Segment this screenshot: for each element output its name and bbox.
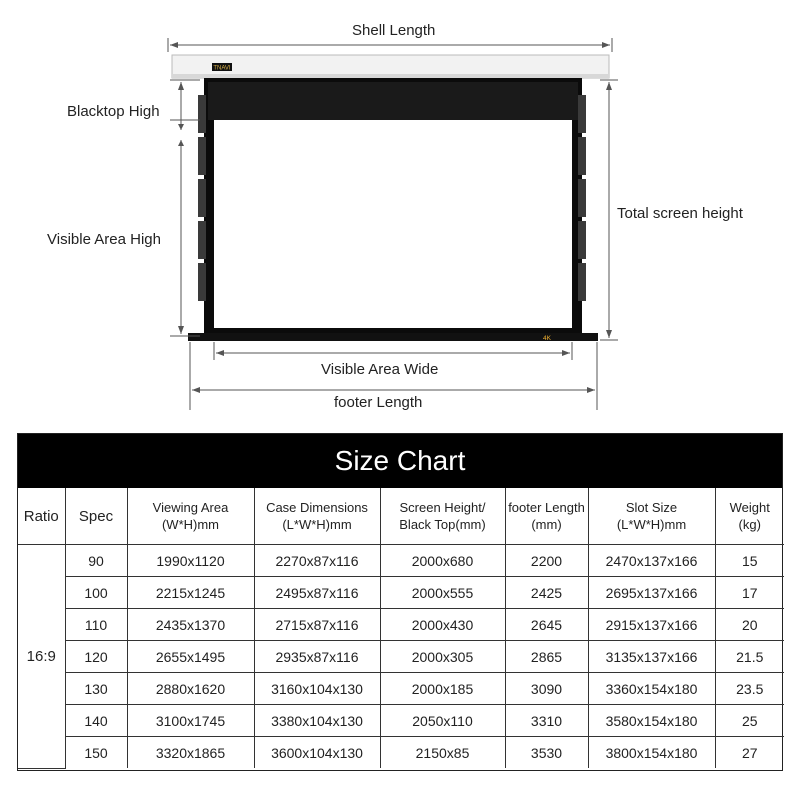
shell-length-dimension: [168, 38, 612, 52]
case-dimensions-cell: 3600x104x130: [254, 737, 380, 769]
visible-width-dimension: [214, 342, 572, 360]
weight-cell: 21.5: [715, 641, 784, 673]
table-row: [18, 705, 784, 737]
table-row: [18, 545, 784, 577]
table-row: [18, 737, 784, 769]
slot-size-cell: 2695x137x166: [588, 577, 715, 609]
table-row: [18, 673, 784, 705]
visible-area: [214, 120, 572, 328]
screen-height-cell: 2000x185: [380, 673, 505, 705]
slot-size-cell: 3360x154x180: [588, 673, 715, 705]
spec-cell: 120: [65, 641, 127, 673]
weight-cell: 25: [715, 705, 784, 737]
screen-height-cell: 2000x680: [380, 545, 505, 577]
blacktop-high-label: Blacktop High: [67, 103, 160, 120]
spec-cell: 150: [65, 737, 127, 769]
size-chart-title: Size Chart: [18, 434, 782, 488]
weight-cell: 27: [715, 737, 784, 769]
viewing-area-cell: 3320x1865: [127, 737, 254, 769]
total-height-dimension: [600, 80, 618, 340]
viewing-area-cell: 2655x1495: [127, 641, 254, 673]
footer-length-cell: 2865: [505, 641, 588, 673]
spec-cell: 90: [65, 545, 127, 577]
case-dimensions-cell: 2270x87x116: [254, 545, 380, 577]
viewing-area-cell: 2215x1245: [127, 577, 254, 609]
header-weight: Weight (kg): [715, 488, 784, 545]
header-footer-length: footer Length (mm): [505, 488, 588, 545]
slot-size-cell: 3800x154x180: [588, 737, 715, 769]
footer-length-label: footer Length: [334, 394, 423, 411]
slot-size-cell: 2915x137x166: [588, 609, 715, 641]
brand-logo-text: TNAVI: [213, 65, 231, 72]
screen-height-cell: 2000x305: [380, 641, 505, 673]
shell-length-label: Shell Length: [352, 22, 436, 39]
header-screen-height: Screen Height/ Black Top(mm): [380, 488, 505, 545]
header-ratio: Ratio: [18, 488, 65, 545]
4k-badge: 4K: [543, 335, 551, 342]
size-chart: [17, 433, 783, 771]
projection-screen: [188, 78, 598, 342]
weight-cell: 17: [715, 577, 784, 609]
viewing-area-cell: 1990x1120: [127, 545, 254, 577]
screen-height-cell: 2000x555: [380, 577, 505, 609]
spec-cell: 100: [65, 577, 127, 609]
visible-area-wide-label: Visible Area Wide: [321, 361, 439, 378]
case-dimensions-cell: 2495x87x116: [254, 577, 380, 609]
ratio-cell: 16:9: [18, 545, 65, 769]
viewing-area-cell: 2880x1620: [127, 673, 254, 705]
viewing-area-cell: 2435x1370: [127, 609, 254, 641]
black-top: [208, 82, 578, 120]
slot-size-cell: 2470x137x166: [588, 545, 715, 577]
footer-length-cell: 2200: [505, 545, 588, 577]
spec-cell: 130: [65, 673, 127, 705]
screen-height-cell: 2050x110: [380, 705, 505, 737]
size-chart-table: [18, 488, 784, 769]
spec-cell: 140: [65, 705, 127, 737]
weight-cell: 23.5: [715, 673, 784, 705]
table-row: [18, 641, 784, 673]
case-dimensions-cell: 2935x87x116: [254, 641, 380, 673]
footer-length-cell: 3530: [505, 737, 588, 769]
header-viewing-area: Viewing Area (W*H)mm: [127, 488, 254, 545]
total-screen-height-label: Total screen height: [617, 205, 743, 222]
weight-cell: 20: [715, 609, 784, 641]
viewing-area-cell: 3100x1745: [127, 705, 254, 737]
header-spec: Spec: [65, 488, 127, 545]
footer-length-cell: 3090: [505, 673, 588, 705]
table-row: [18, 609, 784, 641]
slot-size-cell: 3135x137x166: [588, 641, 715, 673]
size-chart-body: [18, 545, 784, 769]
table-row: [18, 577, 784, 609]
case-dimensions-cell: 2715x87x116: [254, 609, 380, 641]
screen-height-cell: 2150x85: [380, 737, 505, 769]
spec-cell: 110: [65, 609, 127, 641]
footer-length-cell: 2645: [505, 609, 588, 641]
header-row: [18, 488, 784, 545]
header-slot-size: Slot Size (L*W*H)mm: [588, 488, 715, 545]
screen-housing: [172, 55, 609, 78]
visible-area-high-label: Visible Area High: [47, 231, 161, 248]
left-height-dimensions: [170, 80, 200, 336]
slot-size-cell: 3580x154x180: [588, 705, 715, 737]
screen-height-cell: 2000x430: [380, 609, 505, 641]
case-dimensions-cell: 3160x104x130: [254, 673, 380, 705]
footer-length-cell: 2425: [505, 577, 588, 609]
case-dimensions-cell: 3380x104x130: [254, 705, 380, 737]
footer-length-cell: 3310: [505, 705, 588, 737]
header-case-dimensions: Case Dimensions (L*W*H)mm: [254, 488, 380, 545]
weight-cell: 15: [715, 545, 784, 577]
